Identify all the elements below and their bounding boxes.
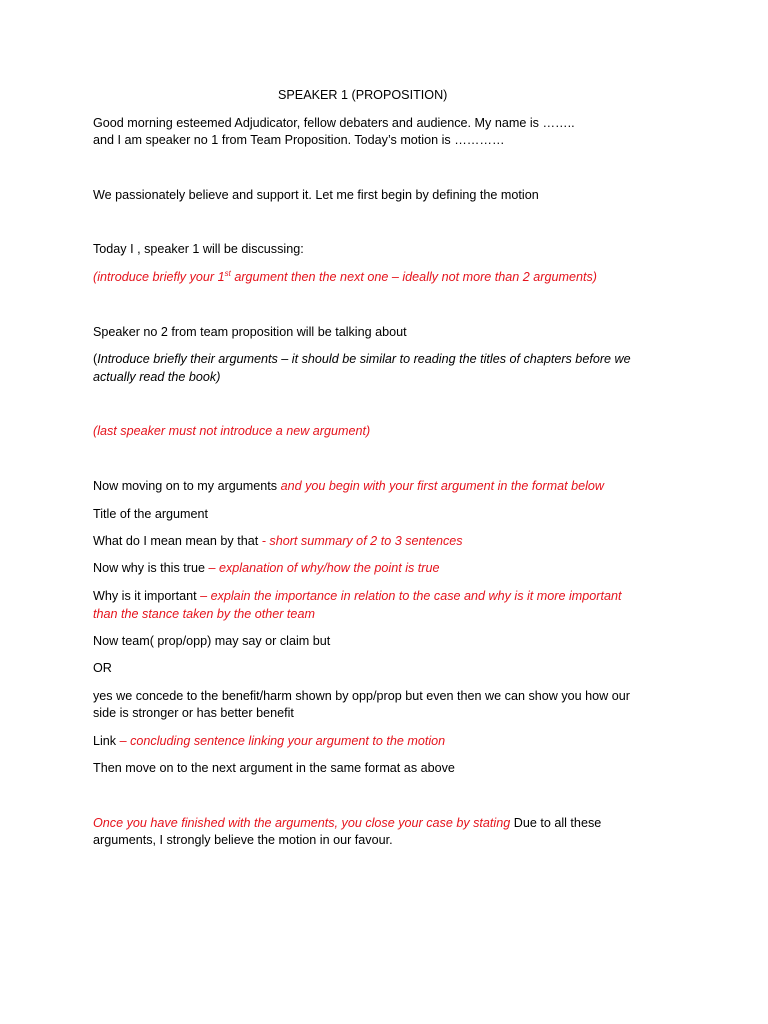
title-of-argument: Title of the argument <box>93 507 209 521</box>
introduce-suffix: argument then the next one – ideally not more than 2 arguments) <box>230 270 597 284</box>
link-text: Link <box>93 734 120 748</box>
moving-on-text: Now moving on to my arguments <box>93 479 281 493</box>
moving-on-paragraph <box>93 478 683 495</box>
speaker2-note-text: Introduce briefly their arguments – it should be similar to reading the titles of chapters before we <box>97 352 631 366</box>
last-speaker-note: (last speaker must not introduce a new argument) <box>93 424 371 438</box>
why-true-paragraph <box>93 560 683 577</box>
closing-line-2: arguments, I strongly believe the motion in our favour. <box>93 833 393 847</box>
why-true-text: Now why is this true <box>93 561 209 575</box>
speaker2-note-line-1 <box>93 351 683 368</box>
closing-line-1 <box>93 815 683 832</box>
moving-on-note: and you begin with your first argument in the format below <box>280 479 605 493</box>
next-argument-paragraph: Then move on to the next argument in the same format as above <box>93 761 455 775</box>
document-title: SPEAKER 1 (PROPOSITION) <box>278 88 448 102</box>
why-important-line-1 <box>93 588 683 605</box>
concede-line-1: yes we concede to the benefit/harm shown by opp/prop but even then we can show you how our <box>93 689 630 703</box>
concede-line-2: side is stronger or has better benefit <box>93 706 294 720</box>
link-paragraph <box>93 733 683 750</box>
why-important-text: Why is it important <box>93 589 201 603</box>
what-do-i-mean-note: - short summary of 2 to 3 sentences <box>261 534 463 548</box>
introduce-superscript: st <box>224 269 231 278</box>
introduce-arguments-note <box>93 269 683 286</box>
speaker2-note-line-2: actually read the book) <box>93 370 221 384</box>
intro-line-2: and I am speaker no 1 from Team Proposition. Today’s motion is ………… <box>93 133 505 147</box>
what-do-i-mean-paragraph <box>93 533 683 550</box>
closing-note: Once you have finished with the arguments, you close your case by stating <box>93 816 511 830</box>
or-paragraph: OR <box>93 661 112 675</box>
intro-line-1: Good morning esteemed Adjudicator, fellow debaters and audience. My name is …….. <box>93 116 575 130</box>
why-true-note: – explanation of why/how the point is true <box>208 561 440 575</box>
closing-text: Due to all these <box>510 816 602 830</box>
today-paragraph: Today I , speaker 1 will be discussing: <box>93 242 304 256</box>
speaker2-paragraph: Speaker no 2 from team proposition will be talking about <box>93 325 407 339</box>
what-do-i-mean-text: What do I mean mean by that <box>93 534 262 548</box>
why-important-note-2: than the stance taken by the other team <box>93 607 315 621</box>
link-note: – concluding sentence linking your argument to the motion <box>119 734 446 748</box>
speaker2-note-paren: ( <box>93 352 98 366</box>
why-important-note-1: – explain the importance in relation to the case and why is it more important <box>200 589 622 603</box>
believe-paragraph: We passionately believe and support it. Let me first begin by defining the motion <box>93 188 539 202</box>
team-may-say-paragraph: Now team( prop/opp) may say or claim but <box>93 634 331 648</box>
introduce-prefix: (introduce briefly your 1 <box>93 270 225 284</box>
